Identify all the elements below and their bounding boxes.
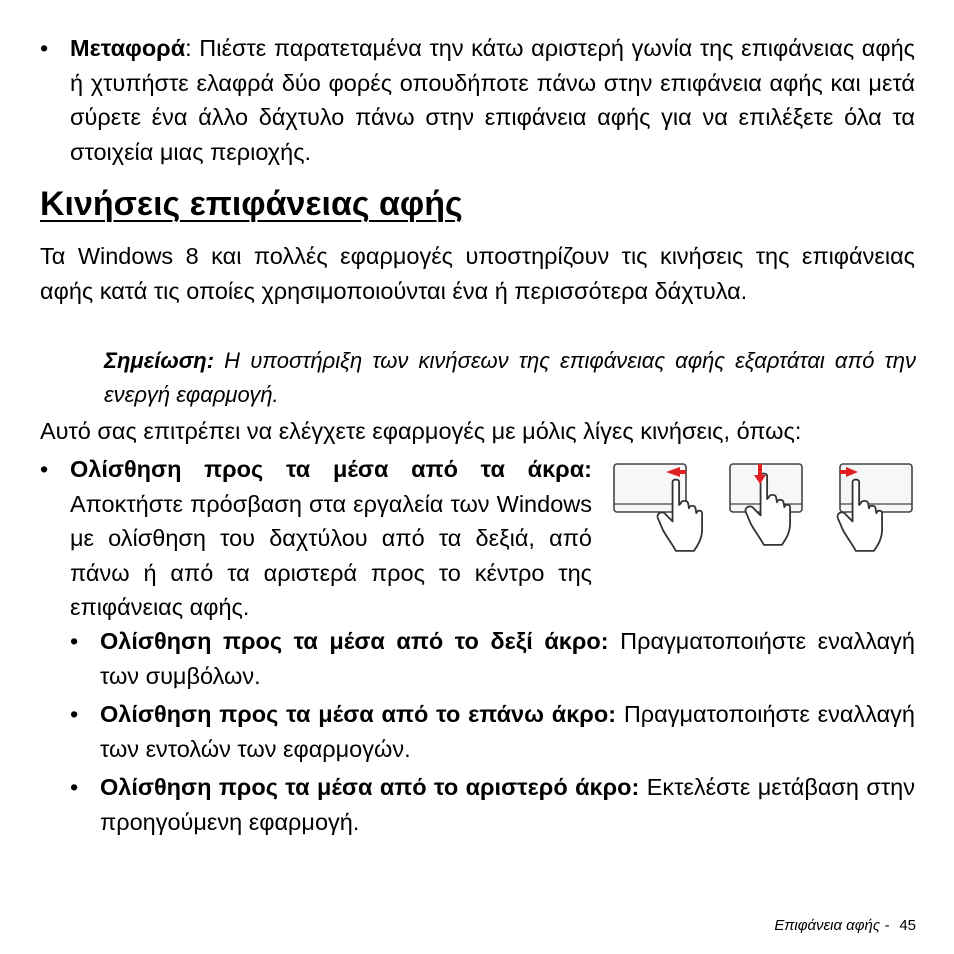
swipe-from-left-icon [838,464,912,551]
sub-item-left-edge [100,770,915,839]
page-number: 45 [899,917,916,934]
sub-item-top-edge [100,697,915,766]
drag-item [70,31,915,169]
drag-text: : Πιέστε παρατεταμένα την κάτω αριστερή γωνία της επιφάνειας αφής ή χτυπήστε ελαφρά δύο φορές οπουδήποτε πάνω στην επιφάνεια αφής και μετά σύρετε ένα άλλο δάχτυλο πάνω στην επιφάνεια αφής για να επιλέξετε όλα τα στοιχεία μιας περιοχής. [70,35,915,165]
swipe-gestures-illustration [612,462,916,554]
footer-section: Επιφάνεια αφής - [774,917,890,934]
bullet: • [70,628,79,654]
bullet: • [40,456,49,482]
edge-swipe-item [70,452,592,625]
drag-term: Μεταφορά [70,35,186,61]
bullet: • [70,774,79,800]
sub-item-right-edge [100,624,915,693]
gestures-paragraph: Αυτό σας επιτρέπει να ελέγχετε εφαρμογές με μόλις λίγες κινήσεις, όπως: [40,418,802,444]
sub-item-term: Ολίσθηση προς τα μέσα από το αριστερό άκρο: [100,774,640,800]
note [104,344,916,412]
sub-item-text: Πραγματοποιήστε εναλλαγή των συμβόλων. [100,628,915,689]
swipe-from-top-icon [730,464,802,545]
intro-paragraph: Τα Windows 8 και πολλές εφαρμογές υποστηρίζουν τις κινήσεις της επιφάνειας αφής κατά τις οποίες χρησιμοποιούνται ένα ή περισσότερα δάχτυλα. [40,243,915,304]
edge-swipe-term: Ολίσθηση προς τα μέσα από τα άκρα: [70,456,592,482]
sub-item-text: Πραγματοποιήστε εναλλαγή των εντολών των εφαρμογών. [100,701,915,762]
sub-item-text: Εκτελέστε μετάβαση στην προηγούμενη εφαρμογή. [100,774,915,835]
bullet: • [70,701,79,727]
page-footer [774,917,916,934]
sub-item-term: Ολίσθηση προς τα μέσα από το επάνω άκρο: [100,701,617,727]
bullet: • [40,35,49,61]
section-title: Κινήσεις επιφάνειας αφής [40,185,463,223]
swipe-from-right-icon [614,464,702,551]
note-label: Σημείωση: [104,348,215,373]
sub-item-term: Ολίσθηση προς τα μέσα από το δεξί άκρο: [100,628,609,654]
note-text: Η υποστήριξη των κινήσεων της επιφάνειας αφής εξαρτάται από την ενεργή εφαρμογή. [104,348,916,407]
edge-swipe-text: Αποκτήστε πρόσβαση στα εργαλεία των Windows με ολίσθηση του δαχτύλου από τα δεξιά, από πάνω ή από τα αριστερά προς το κέντρο της επιφάνειας αφής. [70,490,592,620]
